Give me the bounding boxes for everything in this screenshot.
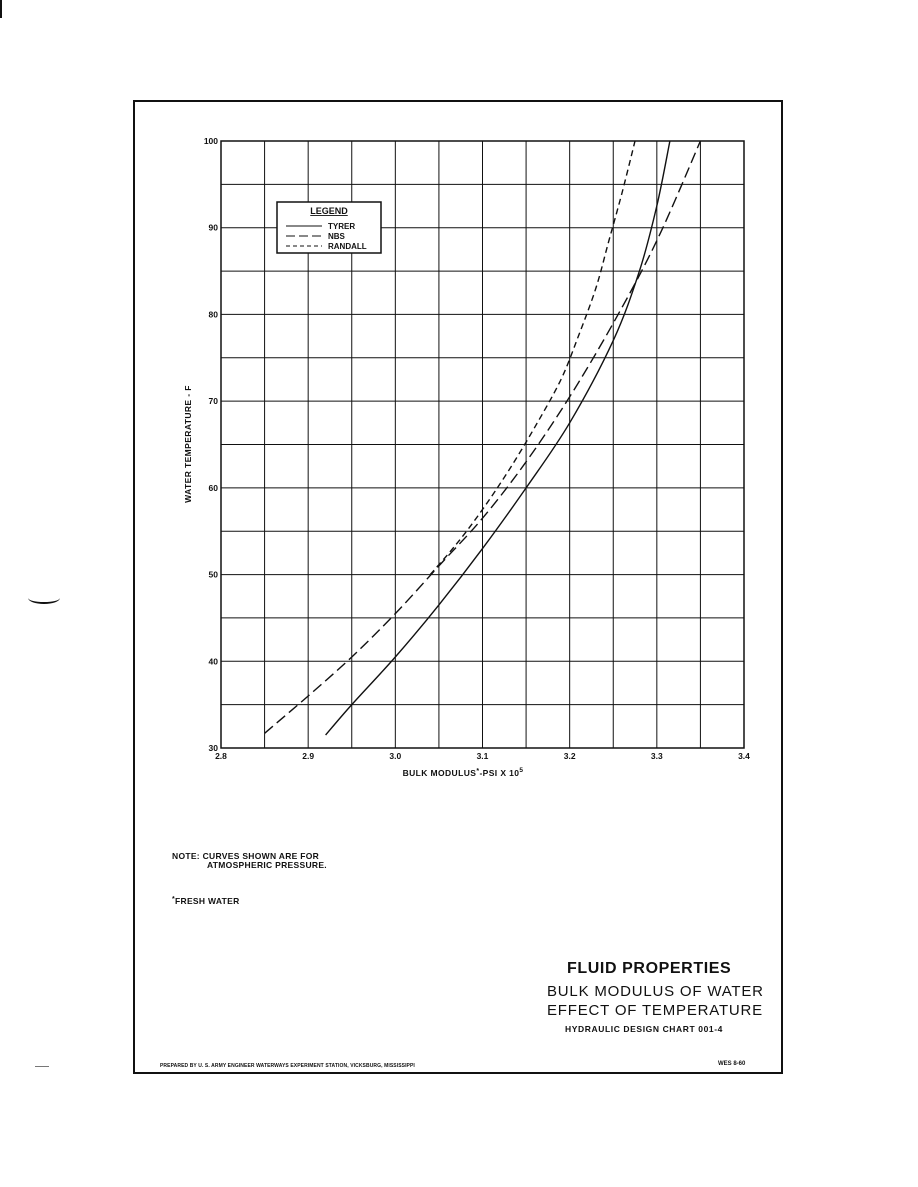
footnote xyxy=(172,896,240,906)
x-tick-label: 3.0 xyxy=(389,751,402,761)
x-axis-title-exponent: 5 xyxy=(519,767,524,774)
footer-prepared-by: PREPARED BY U. S. ARMY ENGINEER WATERWAYS EXPERIMENT STATION, VICKSBURG, MISSISSIPPI xyxy=(160,1063,415,1069)
chart-title: FLUID PROPERTIES xyxy=(567,960,732,977)
x-tick-label: 2.8 xyxy=(215,751,227,761)
x-tick-label: 3.2 xyxy=(563,751,576,761)
legend xyxy=(277,202,381,253)
y-tick-label: 70 xyxy=(208,396,218,407)
x-axis-title xyxy=(403,767,524,778)
y-tick-label: 50 xyxy=(208,569,218,580)
y-tick-label: 80 xyxy=(208,309,218,320)
legend-title: LEGEND xyxy=(310,206,348,216)
chart-subtitle-1: BULK MODULUS OF WATER xyxy=(547,983,764,1000)
legend-label-randall: RANDALL xyxy=(328,242,367,251)
y-tick-label: 60 xyxy=(208,482,218,493)
y-tick-label: 90 xyxy=(208,222,218,233)
chart-subtitle-2: EFFECT OF TEMPERATURE xyxy=(547,1002,763,1019)
x-axis-title-unit: -PSI X 10 xyxy=(479,768,520,778)
y-tick-label: 40 xyxy=(208,656,218,667)
footnote-mark: * xyxy=(172,896,176,903)
x-axis-title-mark: * xyxy=(476,768,480,775)
legend-label-nbs: NBS xyxy=(328,232,345,241)
y-axis-title: WATER TEMPERATURE - F xyxy=(183,385,193,503)
y-tick-label: 30 xyxy=(208,743,218,753)
chart-id: HYDRAULIC DESIGN CHART 001-4 xyxy=(565,1024,724,1034)
x-tick-label: 3.3 xyxy=(650,751,663,761)
footer-revision: WES 8-60 xyxy=(718,1061,746,1067)
note-line-1: NOTE: CURVES SHOWN ARE FOR xyxy=(172,851,320,861)
x-axis-title-main: BULK MODULUS xyxy=(402,768,477,778)
x-tick-label: 3.4 xyxy=(738,751,750,761)
x-tick-label: 3.1 xyxy=(476,751,489,761)
note-line-2: ATMOSPHERIC PRESSURE. xyxy=(207,860,327,870)
footnote-text: FRESH WATER xyxy=(175,896,240,906)
legend-label-tyrer: TYRER xyxy=(328,222,356,231)
x-tick-label: 2.9 xyxy=(302,751,315,761)
y-tick-label: 100 xyxy=(203,136,218,146)
